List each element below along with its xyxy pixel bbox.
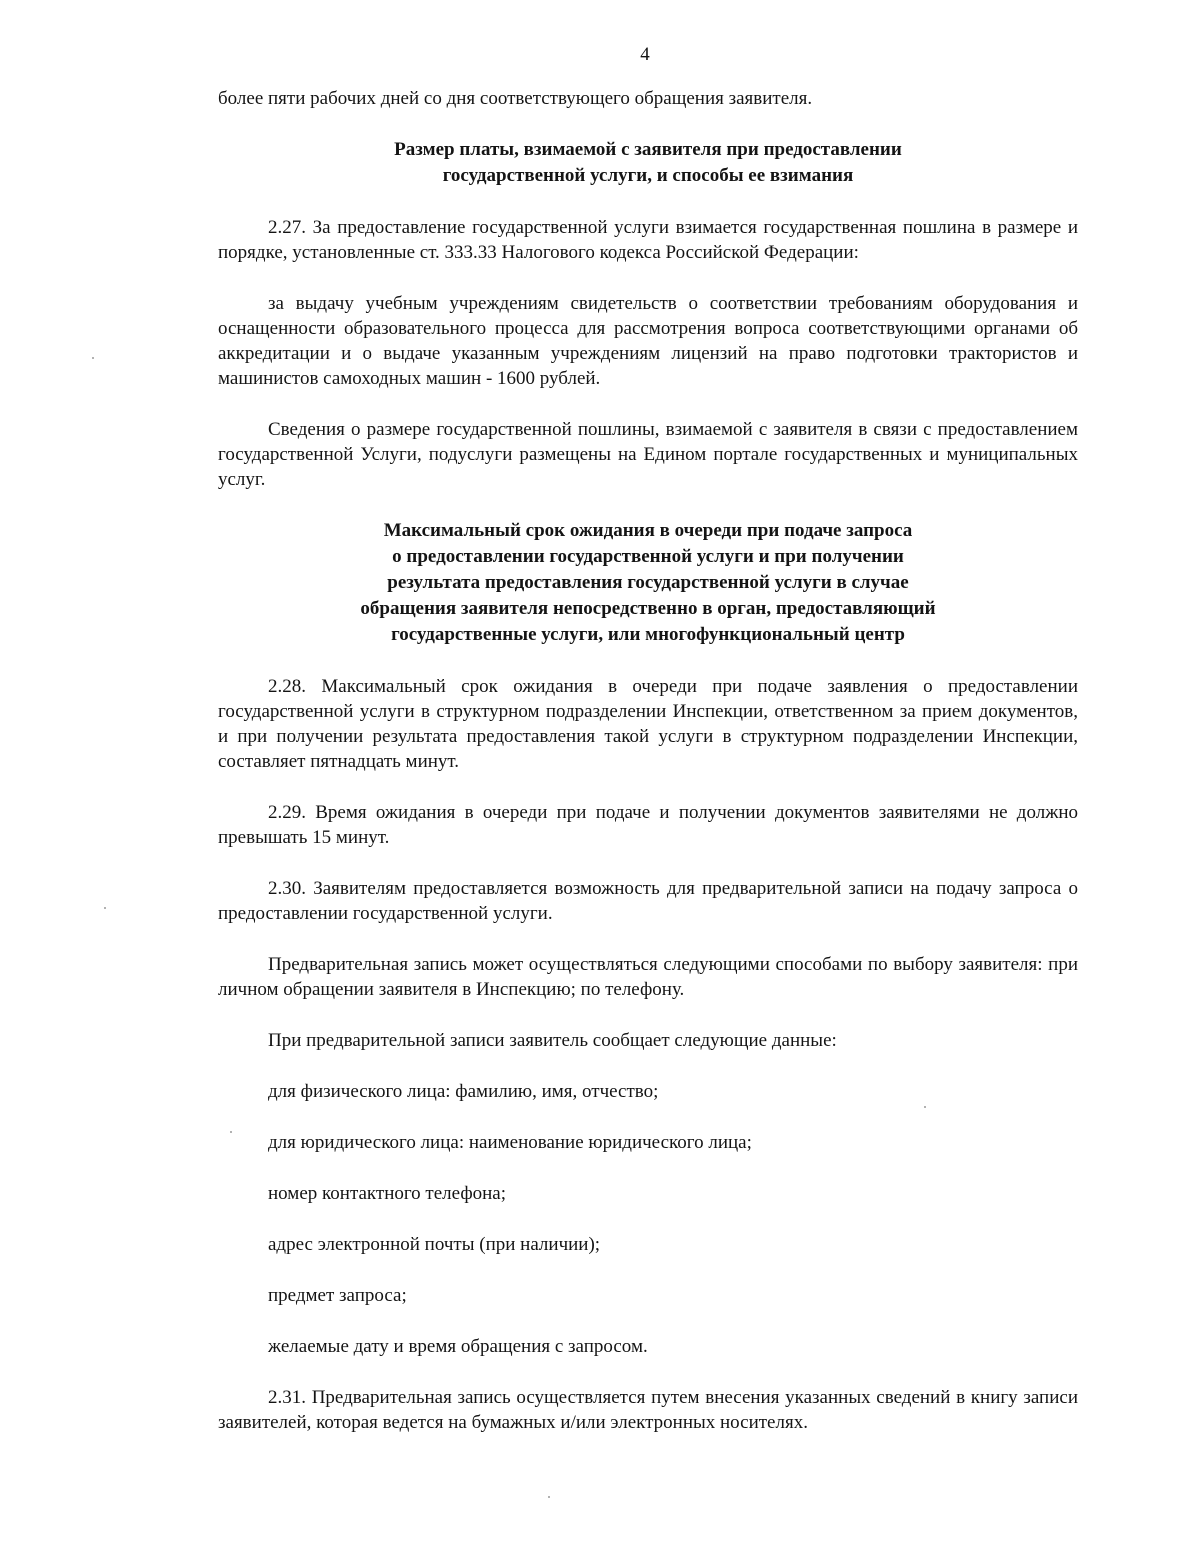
list-item-subject: предмет запроса; bbox=[268, 1285, 407, 1306]
heading-fee bbox=[218, 137, 1078, 189]
paragraph-methods: Предварительная запись может осуществляться следующими способами по выбору заявителя: при личном обращении заявителя в Инспекцию; по телефону. bbox=[218, 954, 1078, 1000]
heading-queue bbox=[218, 518, 1078, 648]
paragraph-2-28: 2.28. Максимальный срок ожидания в очереди при подаче заявления о предоставлении государственной услуги в структурном подразделении Инспекции, ответственном за прием документов, и при получении результата предоставления такой услуги в структурном подразделении Инспекции, составляет пятнадцать минут. bbox=[218, 676, 1078, 772]
heading-fee-line: государственной услуги, и способы ее взимания bbox=[442, 165, 854, 186]
list-item-legal: для юридического лица: наименование юридического лица; bbox=[268, 1132, 752, 1153]
paragraph-2-27: 2.27. За предоставление государственной услуги взимается государственная пошлина в размере и порядке, установленные ст. 333.33 Налогового кодекса Российской Федерации: bbox=[218, 217, 1078, 263]
scan-speck bbox=[230, 1131, 232, 1133]
heading-queue-line: обращения заявителя непосредственно в орган, предоставляющий bbox=[360, 598, 936, 619]
heading-queue-line: результата предоставления государственной услуги в случае bbox=[387, 572, 909, 593]
paragraph-fee-amount: за выдачу учебным учреждениям свидетельств о соответствии требованиям оборудования и оснащенности образовательного процесса для рассмотрения вопроса соответствующими органами об аккредитации и о выдаче указанным учреждениям лицензий на право подготовки трактористов и машинистов самоходных машин - 1600 рублей. bbox=[218, 293, 1078, 389]
list-item-physical: для физического лица: фамилию, имя, отчество; bbox=[268, 1081, 659, 1102]
list-item-phone: номер контактного телефона; bbox=[268, 1183, 507, 1204]
list-item-date: желаемые дату и время обращения с запросом. bbox=[268, 1336, 648, 1357]
document-body bbox=[218, 86, 1078, 1435]
paragraph-fee-info: Сведения о размере государственной пошлины, взимаемой с заявителя в связи с предоставлением государственной Услуги, подуслуги размещены на Едином портале государственных и муниципальных услуг. bbox=[218, 419, 1078, 490]
scan-speck bbox=[548, 1496, 550, 1498]
scan-speck bbox=[92, 357, 94, 359]
paragraph-required-data: При предварительной записи заявитель сообщает следующие данные: bbox=[268, 1030, 837, 1051]
paragraph-2-29: 2.29. Время ожидания в очереди при подаче и получении документов заявителями не должно превышать 15 минут. bbox=[218, 802, 1078, 848]
list-item-email: адрес электронной почты (при наличии); bbox=[268, 1234, 601, 1255]
heading-fee-line: Размер платы, взимаемой с заявителя при предоставлении bbox=[394, 139, 902, 160]
scan-speck bbox=[104, 907, 106, 909]
page-number: 4 bbox=[640, 44, 650, 65]
paragraph-2-30: 2.30. Заявителям предоставляется возможность для предварительной записи на подачу запроса о предоставлении государственной услуги. bbox=[218, 878, 1078, 924]
heading-queue-line: государственные услуги, или многофункциональный центр bbox=[391, 624, 905, 645]
scan-speck bbox=[924, 1106, 926, 1108]
paragraph-2-31: 2.31. Предварительная запись осуществляется путем внесения указанных сведений в книгу записи заявителей, которая ведется на бумажных и/или электронных носителях. bbox=[218, 1387, 1078, 1433]
heading-queue-line: Максимальный срок ожидания в очереди при подаче запроса bbox=[383, 520, 913, 541]
heading-queue-line: о предоставлении государственной услуги и при получении bbox=[392, 546, 904, 567]
paragraph-continuation: более пяти рабочих дней со дня соответствующего обращения заявителя. bbox=[218, 88, 813, 109]
